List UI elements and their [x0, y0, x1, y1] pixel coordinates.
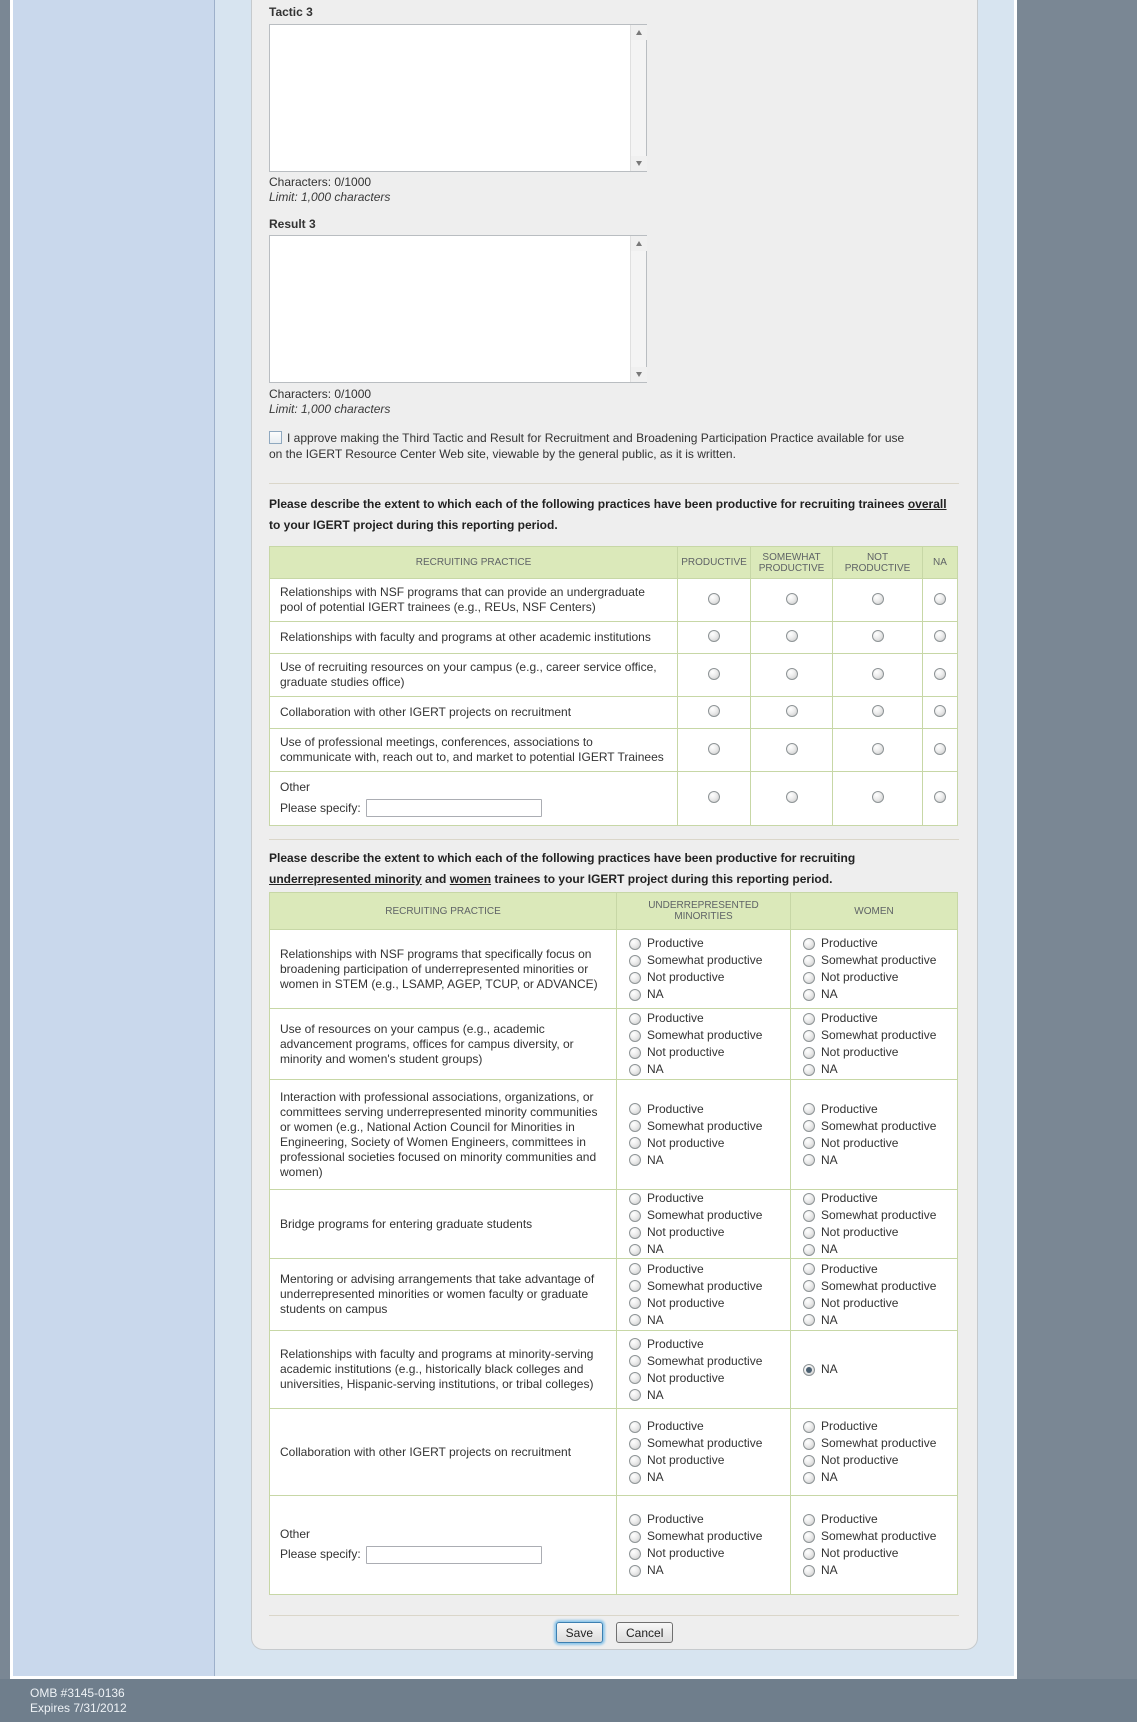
radio-button[interactable] [629, 1548, 641, 1560]
table-row [270, 622, 958, 654]
radio-option[interactable] [629, 1010, 790, 1027]
please-specify-label: Please specify: [280, 1547, 361, 1561]
radio-label: Productive [821, 1261, 878, 1276]
radio-label: Somewhat productive [821, 1278, 937, 1293]
radio-button[interactable] [803, 1280, 815, 1292]
radio-option[interactable] [803, 1278, 957, 1295]
radio-button[interactable] [786, 593, 798, 605]
radio-label: NA [647, 1470, 664, 1484]
table-header-row [270, 547, 958, 579]
minority-underlined: underrepresented minority [269, 872, 422, 886]
radio-button[interactable] [803, 972, 815, 984]
column-header: RECRUITING PRACTICE [270, 547, 678, 579]
radio-label: Somewhat productive [821, 1436, 937, 1450]
practice-text: Relationships with NSF programs that can provide an undergraduate pool of potential IGERT trainees (e.g., REUs, NSF Centers) [270, 579, 678, 622]
radio-button[interactable] [629, 1263, 641, 1275]
radio-option[interactable] [803, 1528, 957, 1545]
radio-button[interactable] [934, 705, 946, 717]
radio-label: Somewhat productive [821, 1028, 937, 1042]
radio-option[interactable] [803, 1469, 957, 1486]
radio-label: Not productive [821, 1546, 899, 1560]
table-row [270, 1259, 958, 1331]
tactic-3-limit: Limit: 1,000 characters [269, 190, 391, 204]
radio-button[interactable] [629, 1154, 641, 1166]
radio-label: Somewhat productive [647, 1353, 763, 1368]
divider [269, 839, 959, 840]
radio-button[interactable] [629, 1455, 641, 1467]
sidebar [13, 0, 215, 1676]
radio-label: NA [821, 1062, 838, 1076]
radio-button[interactable] [872, 593, 884, 605]
scroll-up-icon[interactable] [631, 236, 647, 251]
radio-label: Productive [647, 1336, 704, 1351]
practice-text: Relationships with faculty and programs at minority-serving academic institutions (e.g., historically black colleges and universities, Hispanic-serving institutions, or tribal colleges) [270, 1331, 617, 1409]
radio-label: Somewhat productive [647, 1436, 763, 1450]
radio-button[interactable] [872, 743, 884, 755]
radio-option[interactable] [629, 1295, 790, 1312]
radio-option[interactable] [629, 1135, 790, 1152]
radio-label: Not productive [647, 1295, 725, 1310]
radio-button[interactable] [872, 791, 884, 803]
radio-button[interactable] [786, 705, 798, 717]
radio-button[interactable] [803, 1193, 815, 1205]
radio-option[interactable] [803, 1241, 957, 1258]
radio-option[interactable] [629, 1118, 790, 1135]
radio-option[interactable] [803, 1118, 957, 1135]
radio-option[interactable] [803, 1545, 957, 1562]
radio-button[interactable] [872, 705, 884, 717]
radio-button[interactable] [934, 743, 946, 755]
radio-label: Somewhat productive [647, 1208, 763, 1222]
approval-text: I approve making the Third Tactic and Result for Recruitment and Broadening Participation Practice available for use on the IGERT Resource Center Web site, viewable by the general public, as it is written. [269, 431, 905, 461]
radio-label: NA [647, 1312, 664, 1327]
radio-button[interactable] [708, 743, 720, 755]
radio-option[interactable] [803, 1452, 957, 1469]
radio-label: Somewhat productive [647, 1529, 763, 1543]
radio-button[interactable] [934, 630, 946, 642]
textarea-scrollbar[interactable] [630, 236, 646, 382]
table-row [270, 930, 958, 1009]
radio-option[interactable] [629, 1101, 790, 1118]
radio-option[interactable] [629, 1469, 790, 1486]
radio-button[interactable] [629, 955, 641, 967]
radio-label: Not productive [647, 970, 725, 984]
table-row [270, 1409, 958, 1496]
radio-button[interactable] [629, 1338, 641, 1350]
radio-label: Somewhat productive [821, 1118, 937, 1133]
radio-button[interactable] [803, 1455, 815, 1467]
radio-label: Productive [647, 1419, 704, 1433]
radio-label: NA [647, 1242, 664, 1256]
omb-number: OMB #3145-0136 [30, 1686, 125, 1700]
radio-button[interactable] [786, 668, 798, 680]
radio-button[interactable] [803, 1120, 815, 1132]
other-specify-input[interactable] [366, 1546, 542, 1564]
radio-option[interactable] [629, 952, 790, 969]
radio-button[interactable] [629, 1030, 641, 1042]
radio-option[interactable] [803, 1295, 957, 1312]
radio-label: NA [647, 987, 664, 1001]
radio-button[interactable] [803, 1047, 815, 1059]
table-header-row [270, 893, 958, 930]
radio-label: NA [647, 1062, 664, 1076]
page-background [10, 0, 1017, 1679]
radio-label: NA [821, 1563, 838, 1577]
radio-label: NA [821, 1470, 838, 1484]
radio-button[interactable] [786, 743, 798, 755]
radio-label: Somewhat productive [821, 1529, 937, 1543]
radio-button[interactable] [934, 593, 946, 605]
table-row [270, 1190, 958, 1259]
radio-button[interactable] [803, 1364, 815, 1376]
practice-text: Relationships with NSF programs that specifically focus on broadening participation of underrepresented minorities or women in STEM (e.g., LSAMP, AGEP, TCUP, or ADVANCE) [270, 930, 617, 1009]
scroll-down-icon[interactable] [631, 367, 647, 382]
column-header: SOMEWHAT PRODUCTIVE [751, 547, 833, 579]
radio-label: NA [821, 1242, 838, 1256]
radio-button[interactable] [803, 1030, 815, 1042]
radio-option[interactable] [803, 952, 957, 969]
radio-label: Productive [821, 936, 878, 950]
radio-label: Somewhat productive [821, 1208, 937, 1222]
radio-button[interactable] [803, 1210, 815, 1222]
radio-label: NA [647, 1387, 664, 1402]
radio-label: Productive [647, 1191, 704, 1205]
radio-option[interactable] [803, 1044, 957, 1061]
radio-option[interactable] [629, 1452, 790, 1469]
radio-label: Productive [821, 1101, 878, 1116]
radio-button[interactable] [629, 1210, 641, 1222]
radio-option[interactable] [803, 1061, 957, 1078]
radio-button[interactable] [629, 1297, 641, 1309]
radio-option[interactable] [629, 1312, 790, 1329]
radio-option[interactable] [803, 1207, 957, 1224]
radio-button[interactable] [803, 1244, 815, 1256]
radio-button[interactable] [934, 668, 946, 680]
radio-option[interactable] [629, 1336, 790, 1353]
radio-button[interactable] [803, 1103, 815, 1115]
radio-option[interactable] [629, 1027, 790, 1044]
radio-option[interactable] [629, 1562, 790, 1579]
radio-label: Productive [821, 1191, 878, 1205]
radio-button[interactable] [629, 1314, 641, 1326]
scroll-down-icon[interactable] [631, 156, 647, 171]
table-row [270, 1009, 958, 1080]
radio-button[interactable] [629, 1372, 641, 1384]
tactic-3-textarea[interactable] [269, 24, 647, 172]
radio-button[interactable] [629, 1120, 641, 1132]
radio-option[interactable] [803, 1261, 957, 1278]
result-3-limit: Limit: 1,000 characters [269, 402, 391, 416]
radio-button[interactable] [803, 1263, 815, 1275]
radio-label: Productive [647, 1011, 704, 1025]
radio-label: Not productive [647, 1370, 725, 1385]
column-header: PRODUCTIVE [678, 547, 751, 579]
minority-prompt: Please describe the extent to which each of the following practices have been productive for recruiting underrepresented minority and women trainees to your IGERT project during this reporting period. [269, 851, 856, 886]
radio-label: Not productive [647, 1225, 725, 1239]
approval-checkbox[interactable] [269, 431, 282, 444]
radio-option[interactable] [629, 986, 790, 1003]
save-button[interactable]: Save [556, 1622, 603, 1643]
radio-option[interactable] [803, 1027, 957, 1044]
radio-label: NA [821, 987, 838, 1001]
textarea-scrollbar[interactable] [630, 25, 646, 171]
radio-label: NA [647, 1152, 664, 1167]
radio-label: Not productive [821, 1135, 899, 1150]
radio-label: Productive [647, 1512, 704, 1526]
button-row [252, 1622, 977, 1643]
radio-option[interactable] [803, 1152, 957, 1169]
radio-option[interactable] [803, 1190, 957, 1207]
tactic-3-char-count: Characters: 0/1000 [269, 175, 372, 189]
radio-button[interactable] [803, 938, 815, 950]
radio-option[interactable] [803, 986, 957, 1003]
radio-option[interactable] [629, 1190, 790, 1207]
footer [0, 1679, 1137, 1722]
practice-text: Relationships with faculty and programs at other academic institutions [270, 622, 678, 654]
table-row [270, 729, 958, 772]
table-row [270, 697, 958, 729]
radio-button[interactable] [629, 1565, 641, 1577]
radio-button[interactable] [708, 705, 720, 717]
radio-button[interactable] [803, 1548, 815, 1560]
radio-button[interactable] [803, 1297, 815, 1309]
radio-button[interactable] [629, 1280, 641, 1292]
radio-option[interactable] [803, 969, 957, 986]
other-label: Other [280, 780, 311, 794]
divider [269, 1615, 959, 1616]
radio-label: Somewhat productive [647, 953, 763, 967]
radio-label: Not productive [821, 1453, 899, 1467]
radio-option[interactable] [629, 1528, 790, 1545]
radio-option[interactable] [803, 1418, 957, 1435]
radio-option[interactable] [629, 1278, 790, 1295]
radio-button[interactable] [629, 1421, 641, 1433]
radio-button[interactable] [629, 1438, 641, 1450]
radio-option[interactable] [629, 969, 790, 986]
radio-button[interactable] [803, 1565, 815, 1577]
radio-button[interactable] [803, 1064, 815, 1076]
radio-option[interactable] [803, 1435, 957, 1452]
radio-button[interactable] [629, 1013, 641, 1025]
radio-option[interactable] [803, 1511, 957, 1528]
radio-label: Not productive [647, 1045, 725, 1059]
radio-button[interactable] [629, 972, 641, 984]
radio-option[interactable] [803, 1312, 957, 1329]
radio-option[interactable] [629, 1511, 790, 1528]
radio-label: Not productive [647, 1453, 725, 1467]
radio-option[interactable] [629, 1353, 790, 1370]
column-header: RECRUITING PRACTICE [270, 893, 617, 930]
table-row-other [270, 1496, 958, 1595]
radio-button[interactable] [803, 1227, 815, 1239]
radio-option[interactable] [803, 1101, 957, 1118]
radio-option[interactable] [629, 1545, 790, 1562]
radio-button[interactable] [708, 630, 720, 642]
radio-label: Somewhat productive [647, 1118, 763, 1133]
radio-label: Not productive [821, 1295, 899, 1310]
other-label: Other [280, 1526, 311, 1541]
radio-button[interactable] [803, 1314, 815, 1326]
radio-button[interactable] [803, 1421, 815, 1433]
radio-button[interactable] [786, 630, 798, 642]
radio-option[interactable] [629, 1261, 790, 1278]
radio-button[interactable] [786, 791, 798, 803]
radio-button[interactable] [803, 1013, 815, 1025]
radio-button[interactable] [934, 791, 946, 803]
radio-button[interactable] [708, 791, 720, 803]
radio-button[interactable] [803, 1137, 815, 1149]
radio-button[interactable] [629, 1137, 641, 1149]
radio-label: NA [647, 1563, 664, 1577]
radio-label: Productive [647, 936, 704, 950]
practice-text: Use of professional meetings, conferences, associations to communicate with, reach out to, and market to potential IGERT Trainees [270, 729, 678, 772]
radio-option[interactable] [629, 1224, 790, 1241]
radio-label: Productive [647, 1101, 704, 1116]
radio-label: NA [821, 1362, 838, 1376]
radio-label: Not productive [821, 1225, 899, 1239]
column-header: WOMEN [791, 893, 958, 930]
radio-label: NA [821, 1312, 838, 1327]
radio-option[interactable] [629, 1435, 790, 1452]
radio-button[interactable] [803, 1154, 815, 1166]
radio-button[interactable] [629, 1531, 641, 1543]
column-header: NA [923, 547, 958, 579]
practice-text: Mentoring or advising arrangements that take advantage of underrepresented minorities or women faculty or graduate students on campus [270, 1259, 617, 1331]
radio-button[interactable] [629, 1472, 641, 1484]
radio-option[interactable] [629, 1152, 790, 1169]
overall-underlined: overall [907, 497, 947, 511]
expires-date: Expires 7/31/2012 [30, 1701, 127, 1715]
radio-option[interactable] [629, 1387, 790, 1404]
radio-option[interactable] [629, 1044, 790, 1061]
content-panel [251, 0, 978, 1650]
radio-label: NA [821, 1152, 838, 1167]
radio-label: Productive [821, 1512, 878, 1526]
table-row [270, 654, 958, 697]
approval-row [269, 430, 914, 462]
radio-button[interactable] [629, 1193, 641, 1205]
other-specify-input[interactable] [366, 799, 542, 817]
radio-option[interactable] [803, 1224, 957, 1241]
radio-label: Somewhat productive [647, 1278, 763, 1293]
scroll-up-icon[interactable] [631, 25, 647, 40]
radio-option[interactable] [629, 1061, 790, 1078]
women-underlined: women [449, 872, 492, 886]
please-specify-label: Please specify: [280, 800, 361, 815]
tactic-3-label: Tactic 3 [269, 5, 313, 19]
radio-label: Not productive [821, 970, 899, 984]
radio-button[interactable] [803, 1472, 815, 1484]
radio-button[interactable] [629, 1227, 641, 1239]
radio-option[interactable] [629, 1370, 790, 1387]
practice-text: Collaboration with other IGERT projects on recruitment [270, 697, 678, 729]
radio-button[interactable] [803, 1438, 815, 1450]
column-header: UNDERREPRESENTED MINORITIES [617, 893, 791, 930]
radio-button[interactable] [629, 1047, 641, 1059]
radio-button[interactable] [629, 1389, 641, 1401]
radio-label: Productive [821, 1011, 878, 1025]
radio-button[interactable] [872, 630, 884, 642]
radio-option[interactable] [803, 1361, 957, 1378]
radio-label: Somewhat productive [821, 953, 937, 967]
practice-text: Bridge programs for entering graduate students [270, 1190, 617, 1259]
overall-prompt: Please describe the extent to which each of the following practices have been productive for recruiting trainees overall to your IGERT project during this reporting period. [269, 497, 947, 532]
radio-button[interactable] [629, 989, 641, 1001]
radio-button[interactable] [629, 1355, 641, 1367]
radio-button[interactable] [629, 1103, 641, 1115]
radio-button[interactable] [708, 668, 720, 680]
radio-option[interactable] [629, 1418, 790, 1435]
divider [269, 483, 959, 484]
radio-label: Not productive [647, 1546, 725, 1560]
overall-productivity-table [269, 546, 958, 826]
radio-button[interactable] [803, 1531, 815, 1543]
table-row [270, 1331, 958, 1409]
radio-label: Somewhat productive [647, 1028, 763, 1042]
practice-text: Interaction with professional associations, organizations, or committees serving underrepresented minority communities or women (e.g., National Action Council for Minorities in Engineering, Society of Women Engineers, committees in professional societies focused on minority communities and women) [270, 1080, 617, 1190]
result-3-textarea[interactable] [269, 235, 647, 383]
radio-option[interactable] [803, 1135, 957, 1152]
radio-option[interactable] [803, 1010, 957, 1027]
table-row [270, 579, 958, 622]
radio-button[interactable] [803, 989, 815, 1001]
radio-label: Productive [821, 1419, 878, 1433]
radio-button[interactable] [629, 938, 641, 950]
practice-text: Use of recruiting resources on your campus (e.g., career service office, graduate studies office) [270, 654, 678, 697]
table-row [270, 1080, 958, 1190]
radio-button[interactable] [803, 1514, 815, 1526]
radio-label: Productive [647, 1261, 704, 1276]
radio-button[interactable] [872, 668, 884, 680]
radio-option[interactable] [629, 935, 790, 952]
radio-label: Not productive [821, 1045, 899, 1059]
radio-button[interactable] [629, 1514, 641, 1526]
cancel-button[interactable]: Cancel [616, 1622, 673, 1643]
practice-text: Collaboration with other IGERT projects on recruitment [270, 1409, 617, 1496]
minority-women-table [269, 892, 958, 1595]
radio-option[interactable] [803, 935, 957, 952]
radio-option[interactable] [629, 1241, 790, 1258]
radio-button[interactable] [629, 1064, 641, 1076]
radio-button[interactable] [803, 955, 815, 967]
radio-label: Not productive [647, 1135, 725, 1150]
result-3-label: Result 3 [269, 217, 316, 231]
result-3-char-count: Characters: 0/1000 [269, 387, 372, 401]
column-header: NOT PRODUCTIVE [833, 547, 923, 579]
radio-button[interactable] [629, 1244, 641, 1256]
radio-option[interactable] [803, 1562, 957, 1579]
radio-option[interactable] [629, 1207, 790, 1224]
table-row-other [270, 772, 958, 826]
practice-text: Use of resources on your campus (e.g., academic advancement programs, offices for campus diversity, or minority and women's student groups) [270, 1009, 617, 1080]
radio-button[interactable] [708, 593, 720, 605]
